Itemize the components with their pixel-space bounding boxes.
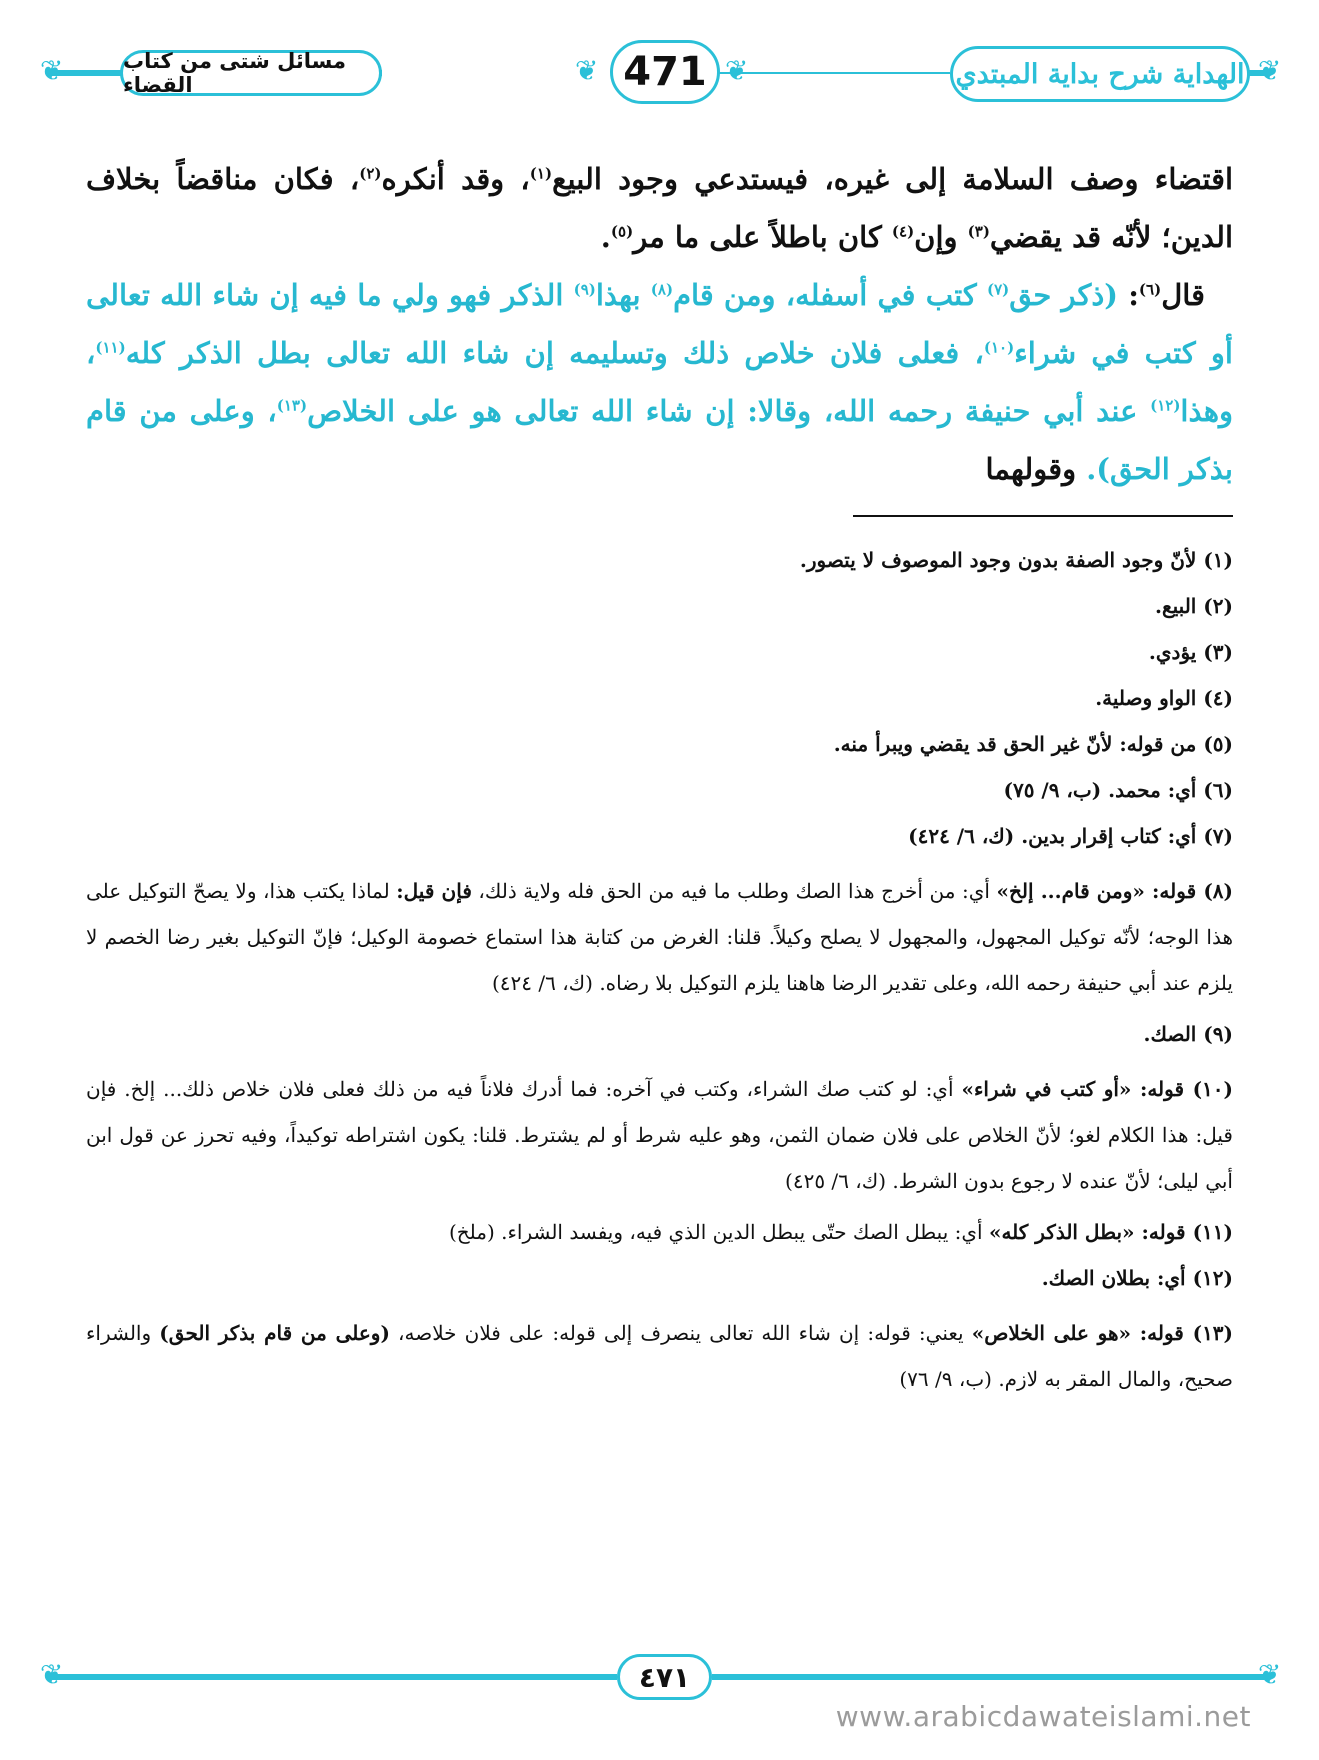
page-number-top: 471 (623, 49, 707, 95)
main-paragraph-1: اقتضاء وصف السلامة إلى غيره، فيستدعي وجود البيع$^{(١)}$، وقد أنكره$^{(٢)}$، فكان مناقضاً بخلاف الدين؛ لأنّه قد يقضي$^{(٣)}$ وإن$^{(٤)}$ كان باطلاً على ما مر$^{(٥)}$. (86, 162, 1233, 254)
footnote-6: (٦) أي: محمد. (ب، ٩/ ٧٥) (1003, 778, 1233, 802)
footnote-13: (١٣) قوله: «هو على الخلاص» يعني: قوله: إن شاء الله تعالى ينصرف إلى قوله: على فلان خلاصه، (وعلى من قام بذكر الحق) والشراء صحيح، والمال المقر به لازم. (ب، ٩/ ٧٦) (86, 1321, 1234, 1391)
footnote-4: (٤) الواو وصلية. (1095, 686, 1233, 710)
footnote-12: (١٢) أي: بطلان الصك. (1041, 1266, 1233, 1290)
footer-ornament-left-icon: ❦ (40, 1658, 64, 1691)
ornament-mid-left-icon: ❦ (575, 54, 599, 87)
section-title: مسائل شتى من كتاب القضاء (123, 49, 346, 97)
quoted-matn: (ذكر حق$^{(٧)}$ كتب في أسفله، ومن قام$^{(٨)}$ بهذا$^{(٩)}$ الذكر فهو ولي ما فيه إن شاء الله تعالى أو كتب في شراء$^{(١٠)}$، فعلى فلان خلاص ذلك وتسليمه إن شاء الله تعالى بطل الذكر كله$^{(١١)}$، وهذا$^{(١٢)}$ عند أبي حنيفة رحمه الله، وقالا: إن شاء الله تعالى هو على الخلاص$^{(١٣)}$، وعلى من قام بذكر الحق). (86, 278, 1233, 486)
footnote-11: (١١) قوله: «بطل الذكر كله» أي: يبطل الصك حتّى يبطل الدين الذي فيه، ويفسد الشراء. (ملخ) (448, 1220, 1233, 1244)
ornament-left-icon: ❦ (40, 54, 64, 87)
main-paragraph-2: قال$^{(٦)}$: (ذكر حق$^{(٧)}$ كتب في أسفله، ومن قام$^{(٨)}$ بهذا$^{(٩)}$ الذكر فهو ولي ما فيه إن شاء الله تعالى أو كتب في شراء$^{(١٠)}$، فعلى فلان خلاص ذلك وتسليمه إن شاء الله تعالى بطل الذكر كله$^{(١١)}$، وهذا$^{(١٢)}$ عند أبي حنيفة رحمه الله، وقالا: إن شاء الله تعالى هو على الخلاص$^{(١٣)}$، وعلى من قام بذكر الحق). وقولهما (86, 278, 1233, 486)
footnote-separator (853, 515, 1233, 517)
site-url: www.arabicdawateislami.net (835, 1700, 1251, 1733)
footer-page-cartouche (617, 1654, 712, 1700)
footnote-8: (٨) قوله: «ومن قام... إلخ» أي: من أخرج هذا الصك وطلب ما فيه من الحق فله ولاية ذلك، فإن قيل: لماذا يكتب هذا، ولا يصحّ التوكيل على هذا الوجه؛ لأنّه توكيل المجهول، والمجهول لا يصلح وكيلاً. قلنا: الغرض من كتابة هذا استماع خصومة الوكيل؛ فإنّ التوكيل بغير رضا الخصم لا يلزم عند أبي حنيفة رحمه الله، وعلى تقدير الرضا هاهنا يلزم التوكيل بلا رضاه. (ك، ٦/ ٤٢٤) (86, 879, 1233, 995)
page-number-bottom: ٤٧١ (638, 1660, 691, 1694)
section-title-cartouche (120, 50, 382, 96)
footnote-7: (٧) أي: كتاب إقرار بدين. (ك، ٦/ ٤٢٤) (908, 824, 1233, 848)
footnote-10: (١٠) قوله: «أو كتب في شراء» أي: لو كتب صك الشراء، وكتب في آخره: فما أدرك فلاناً فيه من ذلك فعلى فلان خلاص ذلك... إلخ. فإن قيل: هذا الكلام لغو؛ لأنّ الخلاص على فلان ضمان الثمن، وهو عليه شرط أو لم يشترط. قلنا: يكون اشتراطه توكيداً، وفيه تحرز عن قول ابن أبي ليلى؛ لأنّ عنده لا رجوع بدون الشرط. (ك، ٦/ ٤٢٥) (86, 1077, 1233, 1193)
footnote-5: (٥) من قوله: لأنّ غير الحق قد يقضي ويبرأ منه. (833, 732, 1233, 756)
main-text (86, 150, 1233, 498)
book-title: الهداية شرح بداية المبتدي (955, 58, 1245, 90)
page-number-cartouche (610, 40, 720, 104)
footnote-9: (٩) الصك. (1143, 1022, 1233, 1046)
footnote-1: (١) لأنّ وجود الصفة بدون وجود الموصوف لا يتصور. (799, 548, 1233, 572)
footnotes (86, 546, 1233, 1416)
footer-ornament-right-icon: ❦ (1258, 1658, 1282, 1691)
footnote-3: (٣) يؤدي. (1148, 640, 1233, 664)
ornament-mid-right-icon: ❦ (725, 54, 749, 87)
ornament-right-icon: ❦ (1258, 54, 1282, 87)
book-title-cartouche (950, 46, 1250, 102)
footnote-2: (٢) البيع. (1155, 594, 1233, 618)
footer-rule-right (712, 1674, 1267, 1680)
footer-rule-left (52, 1674, 617, 1680)
